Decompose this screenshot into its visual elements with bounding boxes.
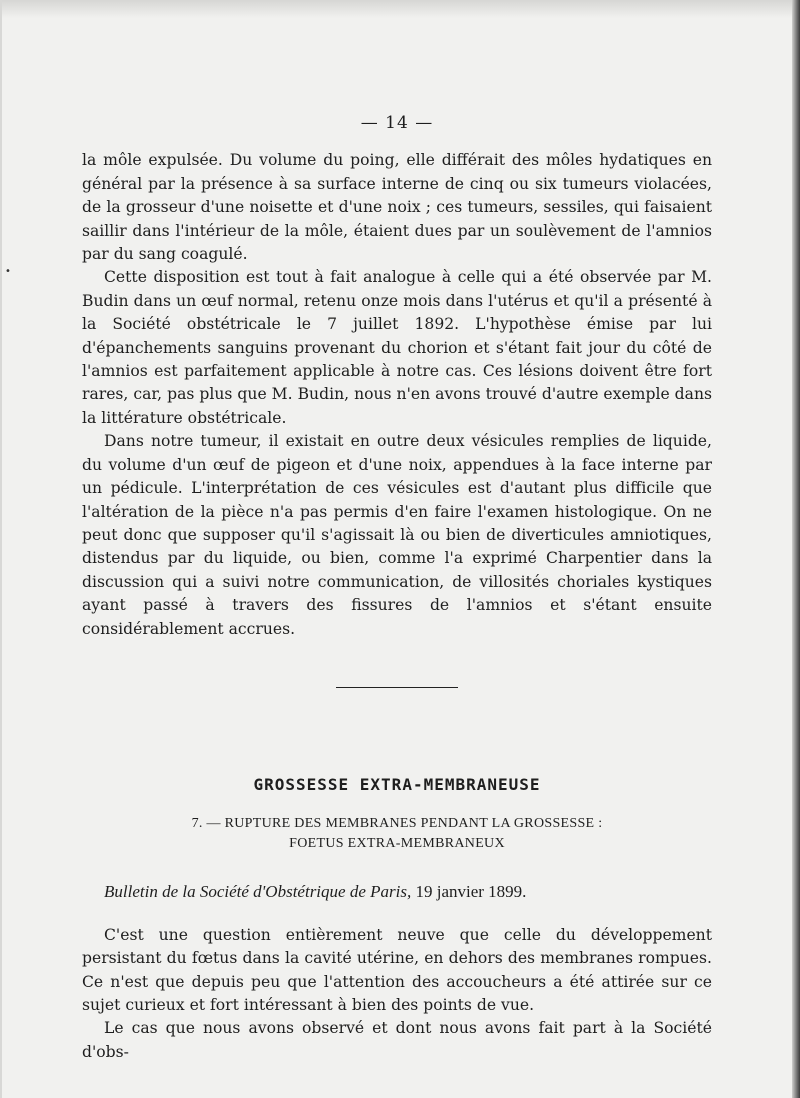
paragraph-cas: Le cas que nous avons observé et dont nous avons fait part à la Société d'obs- <box>82 1019 712 1061</box>
section-subtitle <box>82 814 712 854</box>
subtitle-line-2: FOETUS EXTRA-MEMBRANEUX <box>289 836 505 852</box>
source-citation <box>104 880 712 903</box>
subtitle-line-1: 7. — RUPTURE DES MEMBRANES PENDANT LA GROSSESSE : <box>191 816 603 832</box>
paragraph-vesicules: Dans notre tumeur, il existait en outre deux vésicules remplies de liquide, du volume d'un œuf de pigeon et d'une noix, appendues à la face interne par un pédicule. L'interprétation de ces vésicules est d'autant plus difficile que l'altération de la pièce n'a pas permis d'en faire l'examen histologique. On ne peut donc que supposer qu'il s'agissait là ou bien de diverticules amniotiques, distendus par du liquide, ou bien, comme l'a exprimé Charpentier dans la discussion qui a suivi notre communication, de villosités choriales kystiques ayant passé à travers des fissures de l'amnios et s'étant ensuite considérablement accrues. <box>82 432 712 638</box>
paragraph-question: C'est une question entièrement neuve que celle du développement persistant du fœtus dans la cavité utérine, en dehors des membranes rompues. Ce n'est que depuis peu que l'attention des accoucheurs a été attirée sur ce sujet curieux et fort intéressant à bien des points de vue. <box>82 925 712 1014</box>
section-divider <box>336 687 458 688</box>
page-text <box>82 112 712 1064</box>
source-date: 19 janvier 1899. <box>415 882 527 902</box>
margin-mark: • <box>5 266 11 277</box>
scan-shadow <box>2 0 800 18</box>
paragraph-continued: la môle expulsée. Du volume du poing, elle différait des môles hydatiques en général par la présence à sa surface interne de cinq ou six tumeurs violacées, de la grosseur d'une noisette et d'une noix ; ces tumeurs, sessiles, qui faisaient saillir dans l'intérieur de la môle, étaient dues par un soulèvement de l'amnios par du sang coagulé. <box>82 151 712 264</box>
source-journal: Bulletin de la Société d'Obstétrique de Paris, <box>104 882 412 902</box>
page-number: — 14 — <box>360 113 434 133</box>
page-edge <box>792 0 800 1098</box>
paragraph-budin: Cette disposition est tout à fait analogue à celle qui a été observée par M. Budin dans un œuf normal, retenu onze mois dans l'utérus et qu'il a présenté à la Société obstétricale le 7 juillet 1892. L'hypothèse émise par lui d'épanchements sanguins provenant du chorion et s'étant fait jour du côté de l'amnios est parfaitement applicable à notre cas. Ces lésions doivent être fort rares, car, pas plus que M. Budin, nous n'en avons trouvé d'autre exemple dans la littérature obstétricale. <box>82 268 712 427</box>
section-title: GROSSESSE EXTRA-MEMBRANEUSE <box>253 774 541 794</box>
